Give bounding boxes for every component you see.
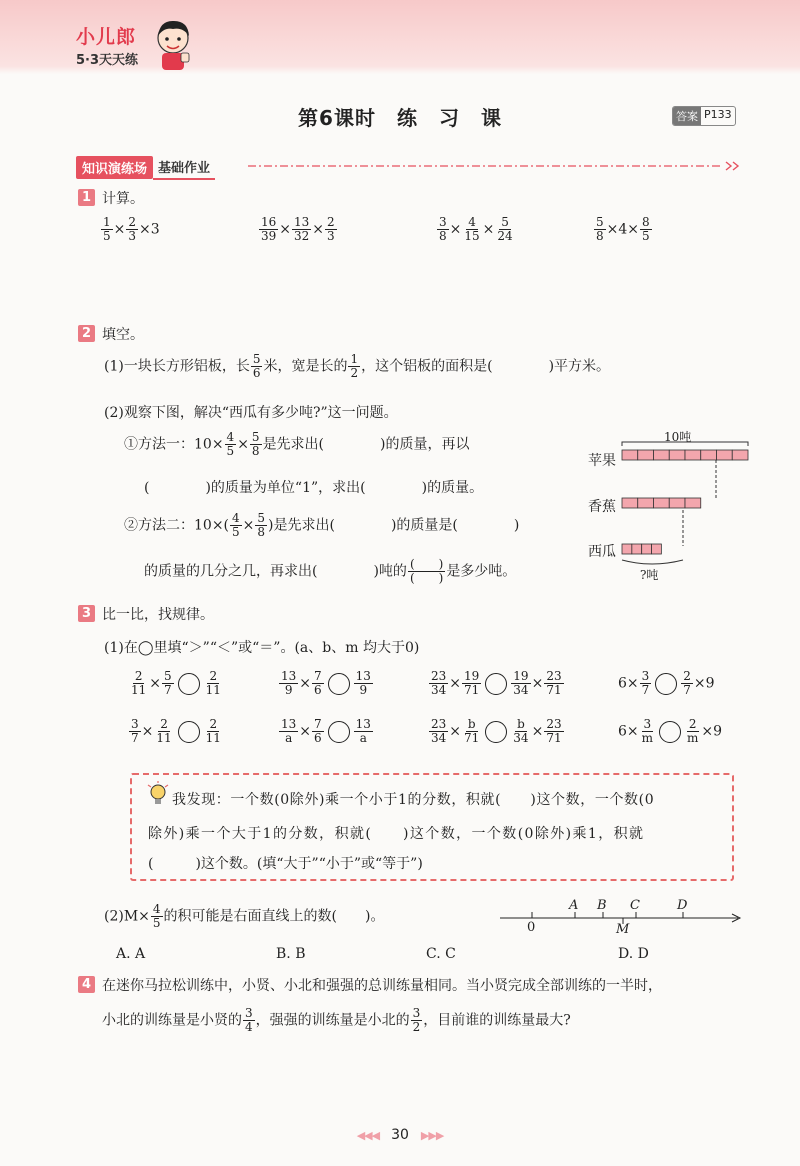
fraction: $\frac{4}{5}$ [232, 511, 240, 539]
fraction: $\frac{5}{8}$ [257, 511, 266, 539]
diagram-watermelon-label: 西瓜 [588, 544, 616, 560]
mascot-icon [150, 14, 196, 72]
logo-title: 小儿郎 [76, 26, 137, 48]
diagram-total-label: 10吨 [664, 430, 692, 444]
diagram-bar-segment [638, 450, 654, 460]
diagram-bar-segment [652, 544, 662, 554]
diagram-bar-segment [632, 544, 642, 554]
fraction: $\frac{2}{11}$ [205, 669, 221, 697]
line-label-b: B [597, 898, 607, 913]
q1-expr-4: $\frac{5}{8}$ ×4× $\frac{8}{5}$ [596, 215, 650, 243]
compare-item: $\frac{23}{34}$ × $\frac{b}{71}$ $\frac{b}{34}$ × $\frac{23}{71}$ [431, 717, 562, 745]
next-arrows-icon: ▶▶▶ [420, 1128, 444, 1142]
fraction: $\frac{3}{2}$ [412, 1006, 421, 1034]
lightbulb-icon [146, 781, 170, 807]
q2-method2: ②方法二：10×( $\frac{4}{5}$ × $\frac{5}{8}$ )是先求出( )的质量是( ) [124, 511, 520, 539]
fraction: $\frac{2}{11}$ [156, 717, 172, 745]
fraction: $\frac{5}{6}$ [252, 352, 261, 380]
line-label-c: C [630, 898, 640, 913]
logo [76, 22, 138, 68]
fraction: $\frac{2}{3}$ [128, 215, 137, 243]
q1-expr-1: $\frac{1}{5}$ × $\frac{2}{3}$ ×3 [103, 215, 160, 243]
fruit-diagram [620, 436, 750, 584]
fraction: $\frac{4}{5}$ [152, 902, 161, 930]
fraction: $\frac{13}{a}$ [355, 717, 371, 745]
prev-arrows-icon: ◀◀◀ [356, 1128, 380, 1142]
fraction: $\frac{2}{11}$ [205, 717, 221, 745]
fraction: $\frac{23}{71}$ [546, 717, 562, 745]
q1-expr-2: $\frac{16}{39}$ × $\frac{13}{32}$ × $\frac{2}{3}$ [261, 215, 335, 243]
fraction: $\frac{13}{9}$ [355, 669, 371, 697]
fraction: $\frac{13}{9}$ [281, 669, 297, 697]
answer-ref [672, 106, 736, 126]
q2-part1: (1)一块长方形铝板，长 $\frac{5}{6}$ 米，宽是长的 $\frac{1}{2}$ ，这个铝板的面积是( )平方米。 [104, 352, 611, 380]
question-number: 1 [78, 189, 95, 206]
fraction: $\frac{16}{39}$ [261, 215, 277, 243]
fraction: $\frac{7}{6}$ [314, 669, 322, 697]
fraction: $\frac{5}{7}$ [164, 669, 172, 697]
diagram-bar-segment [622, 544, 632, 554]
q4-line-1: 在迷你马拉松训练中，小贤、小北和强强的总训练量相同。当小贤完成全部训练的一半时， [102, 978, 662, 994]
fraction: $\frac{7}{6}$ [314, 717, 322, 745]
diagram-bar-segment [732, 450, 748, 460]
page-number: 30 [391, 1127, 409, 1143]
line-label-m: M [616, 922, 630, 937]
compare-item: $\frac{23}{34}$ × $\frac{19}{71}$ $\frac{19}{34}$ × $\frac{23}{71}$ [431, 669, 562, 697]
diagram-unknown-label: ?吨 [640, 568, 659, 582]
q3-part1: (1)在◯里填“＞”“＜”或“＝”。(a、b、m 均大于0) [104, 640, 420, 656]
diagram-bar-segment [701, 450, 717, 460]
fraction: $\frac{5}{24}$ [497, 215, 513, 243]
compare-circle[interactable] [178, 673, 200, 695]
compare-item: $\frac{2}{11}$ × $\frac{5}{7}$ $\frac{2}{11}$ [131, 669, 221, 697]
fraction: $\frac{23}{34}$ [431, 717, 447, 745]
question-number: 2 [78, 325, 95, 342]
fraction: $\frac{3}{7}$ [131, 717, 139, 745]
q3-prompt: 比一比，找规律。 [102, 607, 214, 623]
compare-circle[interactable] [655, 673, 677, 695]
fraction: $\frac{23}{34}$ [431, 669, 447, 697]
question-number: 4 [78, 976, 95, 993]
q2-method2-cont: 的质量的几分之几，再求出( )吨的 ( ) ( ) 是多少吨。 [144, 557, 517, 585]
fraction: $\frac{2}{3}$ [327, 215, 335, 243]
discovery-line-1: 我发现：一个数(0除外)乘一个小于1的分数，积就( )这个数，一个数(0 [172, 792, 655, 808]
compare-circle[interactable] [178, 721, 200, 743]
diagram-bar-segment [685, 450, 701, 460]
footer [0, 1127, 800, 1143]
fraction: $\frac{3}{8}$ [439, 215, 447, 243]
fraction: $\frac{4}{5}$ [226, 430, 235, 458]
q4-line-2: 小北的训练量是小贤的 $\frac{3}{4}$ ，强强的训练量是小北的 $\frac{3}{2}$ ，目前谁的训练量最大? [102, 1006, 571, 1034]
diagram-bar-segment [642, 544, 652, 554]
diagram-apple-label: 苹果 [588, 453, 616, 469]
logo-subtitle: 5·3天天练 [76, 53, 139, 68]
compare-item: $\frac{13}{9}$ × $\frac{7}{6}$ $\frac{13}{9}$ [281, 669, 371, 697]
fraction: $\frac{5}{8}$ [251, 430, 260, 458]
fraction: $\frac{23}{71}$ [546, 669, 562, 697]
answer-label: 答案 [673, 107, 701, 125]
line-label-d: D [677, 898, 688, 913]
diagram-bar-segment [622, 498, 638, 508]
line-label-a: A [569, 898, 579, 913]
compare-circle[interactable] [485, 673, 507, 695]
compare-item: 6× $\frac{3}{7}$ $\frac{2}{7}$ ×9 [618, 669, 715, 697]
compare-circle[interactable] [659, 721, 681, 743]
fraction: $\frac{2}{m}$ [687, 717, 699, 745]
compare-circle[interactable] [485, 721, 507, 743]
fraction: $\frac{8}{5}$ [642, 215, 650, 243]
fraction: $\frac{2}{11}$ [131, 669, 147, 697]
fraction: $\frac{4}{15}$ [464, 215, 480, 243]
question-number: 3 [78, 605, 95, 622]
q2-part2: (2)观察下图，解决“西瓜有多少吨?”这一问题。 [104, 405, 398, 421]
compare-item: $\frac{3}{7}$ × $\frac{2}{11}$ $\frac{2}{11}$ [131, 717, 221, 745]
lesson-title: 第6课时 练 习 课 [298, 106, 502, 130]
fraction: $\frac{1}{5}$ [103, 215, 111, 243]
compare-item: 6× $\frac{3}{m}$ $\frac{2}{m}$ ×9 [618, 717, 723, 745]
section-divider [248, 160, 743, 172]
diagram-bar-segment [669, 450, 685, 460]
diagram-banana-label: 香蕉 [588, 499, 616, 515]
fraction: $\frac{19}{71}$ [464, 669, 480, 697]
q1-prompt: 计算。 [102, 191, 144, 207]
fraction: $\frac{3}{4}$ [245, 1006, 253, 1034]
fraction: $\frac{5}{8}$ [596, 215, 604, 243]
fraction: $\frac{13}{32}$ [294, 215, 310, 243]
discovery-line-3: ( )这个数。(填“大于”“小于”或“等于”) [148, 856, 423, 872]
fraction: $\frac{3}{m}$ [641, 717, 654, 745]
compare-item: $\frac{13}{a}$ × $\frac{7}{6}$ $\frac{13}{a}$ [281, 717, 371, 745]
fraction: $\frac{b}{34}$ [513, 717, 529, 745]
section-header [76, 155, 215, 180]
section-tag: 知识演练场 [76, 156, 153, 179]
answer-page: P133 [704, 108, 732, 121]
fraction: $\frac{13}{a}$ [281, 717, 297, 745]
compare-circle[interactable] [328, 721, 350, 743]
option-a[interactable]: A. A [116, 946, 146, 962]
fraction: $\frac{2}{7}$ [683, 669, 691, 697]
diagram-bar-segment [669, 498, 685, 508]
discovery-line-2: 除外)乘一个大于1的分数，积就( )这个数，一个数(0除外)乘1，积就 [148, 826, 645, 842]
diagram-bar-segment [685, 498, 701, 508]
option-c[interactable]: C. C [426, 946, 456, 962]
option-d[interactable]: D. D [618, 946, 649, 962]
q2-method1: ①方法一：10× $\frac{4}{5}$ × $\frac{5}{8}$ 是先求出( )的质量，再以 [124, 430, 470, 458]
compare-circle[interactable] [328, 673, 350, 695]
fraction: $\frac{19}{34}$ [513, 669, 529, 697]
line-label-zero: 0 [527, 920, 536, 935]
fraction: $\frac{1}{2}$ [350, 352, 359, 380]
q1-expr-3: $\frac{3}{8}$ × $\frac{4}{15}$ × $\frac{5}{24}$ [439, 215, 513, 243]
diagram-bar-segment [638, 498, 654, 508]
diagram-bar-segment [654, 498, 670, 508]
q2-prompt: 填空。 [102, 327, 144, 343]
q3-part2: (2)M× $\frac{4}{5}$ 的积可能是右面直线上的数( )。 [104, 902, 385, 930]
fraction: $\frac{3}{7}$ [641, 669, 650, 697]
diagram-bar-segment [717, 450, 733, 460]
diagram-bar-segment [654, 450, 670, 460]
blank-fraction: ( ) ( ) [409, 557, 444, 585]
section-name: 基础作业 [153, 155, 215, 180]
q2-method1-cont: ( )的质量为单位“1”，求出( )的质量。 [144, 480, 484, 496]
fraction: $\frac{b}{71}$ [464, 717, 480, 745]
option-b[interactable]: B. B [276, 946, 306, 962]
diagram-bar-segment [622, 450, 638, 460]
